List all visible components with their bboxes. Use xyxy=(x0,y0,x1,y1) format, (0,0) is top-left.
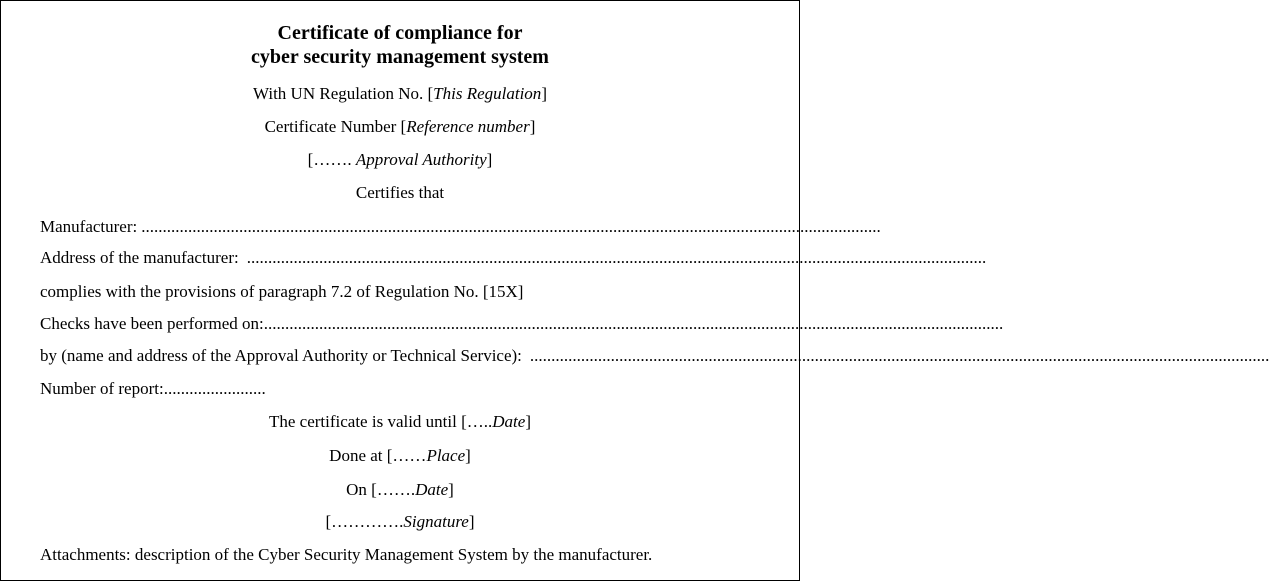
regulation-italic: This Regulation xyxy=(433,84,542,103)
manufacturer-field xyxy=(40,217,881,237)
address-field xyxy=(40,248,987,268)
report-field xyxy=(40,379,760,399)
done-at-prefix: Done at […… xyxy=(329,446,427,465)
on-date-italic: Date xyxy=(415,480,449,499)
approval-authority-italic: Approval Authority xyxy=(355,150,487,169)
certificate-number-line xyxy=(0,117,800,137)
approval-authority-line xyxy=(0,150,800,170)
certifies-that: Certifies that xyxy=(355,183,445,202)
signature-prefix: […………. xyxy=(325,512,404,531)
certificate-number-prefix: Certificate Number [ xyxy=(264,117,407,136)
complies-line xyxy=(40,282,760,302)
valid-until-suffix: ] xyxy=(525,412,531,431)
done-at-line xyxy=(0,446,800,466)
certificate-title-line1: Certificate of compliance for xyxy=(277,22,523,44)
signature-line xyxy=(0,512,800,532)
address-dots: .............................................................................................................................................................................. xyxy=(246,248,987,267)
report-dots: ........................ xyxy=(163,379,266,398)
complies-text: complies with the provisions of paragraph 7.2 of Regulation No. [15X] xyxy=(40,282,524,301)
authority-field xyxy=(40,346,1269,366)
checks-field xyxy=(40,314,1004,334)
regulation-line xyxy=(0,84,800,104)
on-date-prefix: On [……. xyxy=(346,480,416,499)
report-label: Number of report: xyxy=(40,379,164,398)
done-at-italic: Place xyxy=(426,446,466,465)
attachments-text: Attachments: description of the Cyber Security Management System by the manufacturer. xyxy=(40,545,653,564)
valid-until-italic: Date xyxy=(492,412,526,431)
manufacturer-label: Manufacturer: xyxy=(40,217,138,236)
checks-dots: .............................................................................................................................................................................. xyxy=(263,314,1004,333)
regulation-prefix: With UN Regulation No. [ xyxy=(253,84,434,103)
authority-dots: .............................................................................................................................................................................. xyxy=(529,346,1269,365)
regulation-suffix: ] xyxy=(541,84,547,103)
approval-authority-prefix: [……. xyxy=(307,150,356,169)
certificate-title-line2: cyber security management system xyxy=(251,46,549,68)
valid-until-prefix: The certificate is valid until [….. xyxy=(268,412,493,431)
on-date-line xyxy=(0,480,800,500)
certificate-number-italic: Reference number xyxy=(406,117,530,136)
signature-suffix: ] xyxy=(468,512,475,531)
valid-until-line xyxy=(0,412,800,432)
done-at-suffix: ] xyxy=(465,446,471,465)
on-date-suffix: ] xyxy=(448,480,454,499)
checks-label: Checks have been performed on: xyxy=(40,314,264,333)
approval-authority-suffix: ] xyxy=(486,150,493,169)
authority-label: by (name and address of the Approval Authority or Technical Service): xyxy=(40,346,522,365)
attachments-line xyxy=(40,545,760,565)
signature-italic: Signature xyxy=(403,512,469,531)
address-label: Address of the manufacturer: xyxy=(40,248,239,267)
certificate-number-suffix: ] xyxy=(529,117,536,136)
manufacturer-dots: .............................................................................................................................................................................. xyxy=(141,217,881,236)
